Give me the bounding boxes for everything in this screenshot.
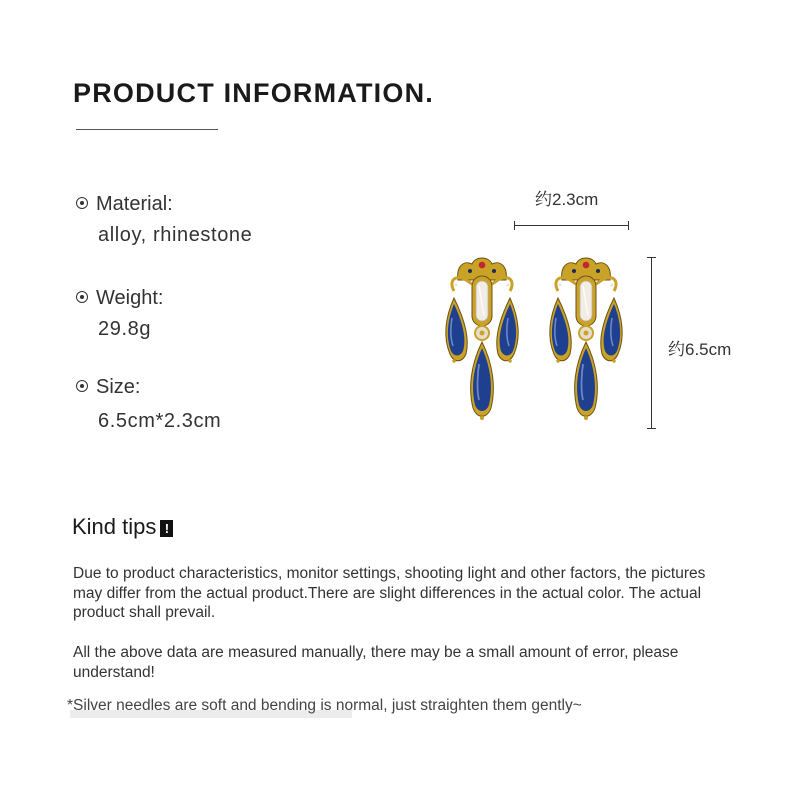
right-earring: [550, 258, 622, 420]
height-dimension-line: [651, 257, 652, 429]
spec-label: Size:: [96, 376, 141, 398]
kind-tips-title: Kind tips: [72, 514, 157, 539]
silver-needle-note: *Silver needles are soft and bending is normal, just straighten them gently~: [67, 697, 582, 714]
width-label: 约2.3cm: [535, 190, 599, 209]
height-label: 约6.5cm: [668, 340, 732, 359]
spec-label: Weight:: [96, 287, 164, 309]
tips-paragraph-2: All the above data are measured manually, there may be a small amount of error, please understand!: [73, 644, 679, 681]
spec-value: 29.8g: [98, 318, 152, 340]
spec-value: 6.5cm*2.3cm: [98, 410, 222, 432]
tips-paragraph-1: Due to product characteristics, monitor settings, shooting light and other factors, the pictures may differ from the actual product.There are slight differences in the actual color. The actual product shall prevail.: [73, 565, 706, 621]
exclamation-icon: !: [160, 520, 173, 537]
spec-value: alloy, rhinestone: [98, 224, 253, 246]
title-divider: [76, 129, 218, 130]
spec-size: [76, 376, 221, 433]
left-earring: [446, 258, 518, 420]
bullet-icon: [76, 380, 88, 392]
spec-weight: [76, 287, 163, 341]
width-dimension-line: [514, 225, 629, 226]
spec-label: Material:: [96, 193, 173, 215]
bullet-icon: [76, 291, 88, 303]
page-title: PRODUCT INFORMATION.: [73, 78, 434, 108]
kind-tips-heading: [72, 514, 173, 540]
bullet-icon: [76, 197, 88, 209]
spec-material: [76, 193, 252, 247]
